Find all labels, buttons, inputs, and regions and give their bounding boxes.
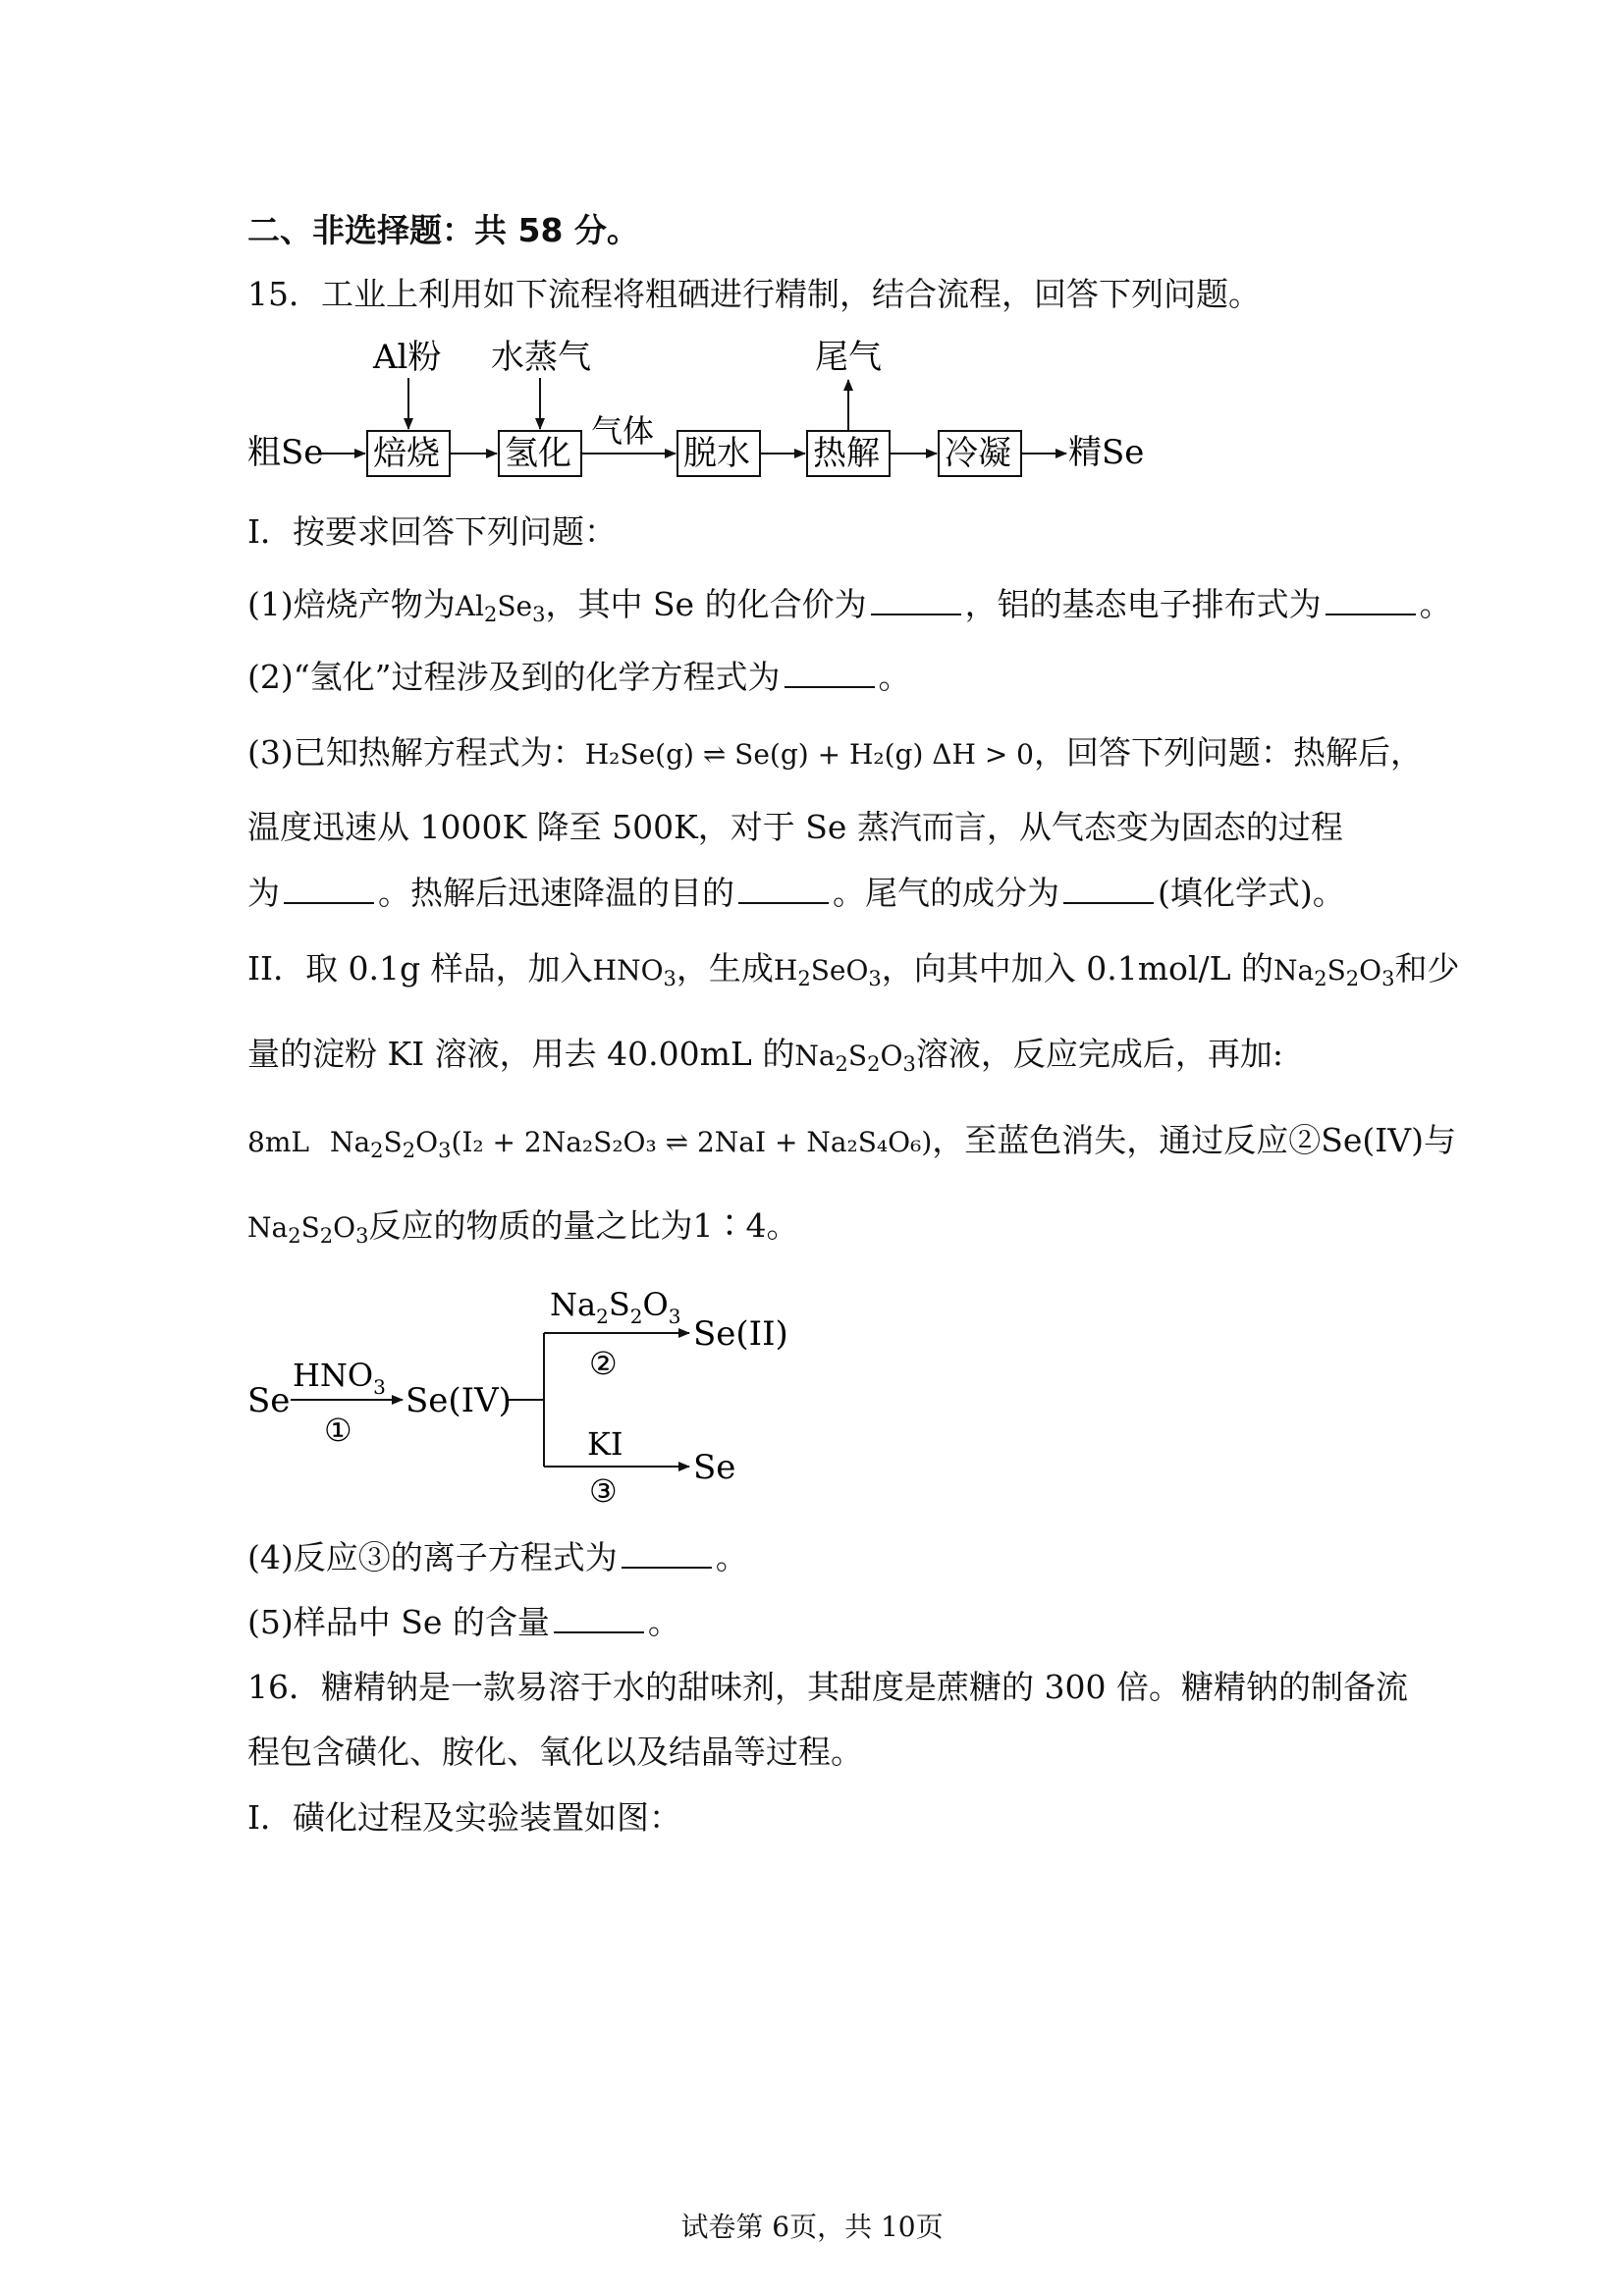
answer-blank[interactable]: [622, 1537, 712, 1569]
formula-h2seo3: $H_2SeO_3$: [773, 954, 882, 990]
q15-sub3-line2: 温度迅速从 1000K 降至 500K，对于 Se 蒸汽而言，从气态变为固态的过程: [247, 808, 1343, 846]
part1-heading: I．按要求回答下列问题：: [247, 512, 618, 551]
answer-blank[interactable]: [554, 1602, 644, 1633]
scheme-step1: ①: [324, 1412, 352, 1449]
part2-text-c: ，向其中加入 0.1mol/L 的: [881, 949, 1274, 988]
q1-text-c: ，铝的基态电子排布式为: [964, 585, 1322, 623]
scheme-start: Se: [247, 1381, 291, 1420]
flow-step-dehydrate-label: 脱水: [683, 434, 750, 473]
part2-line2-b: 溶液，反应完成后，再加:: [915, 1035, 1283, 1073]
answer-blank[interactable]: [1063, 873, 1154, 904]
flow-input: 粗Se: [247, 433, 324, 472]
q1-end: 。: [1419, 585, 1452, 623]
q3-equation: H₂Se(g) ⇌ Se(g) + H₂(g) ΔH > 0: [584, 738, 1034, 771]
flow-tail-gas: 尾气: [815, 339, 882, 377]
q3-line3-c: 。尾气的成分为: [833, 874, 1059, 912]
q15-stem: 15．工业上利用如下流程将粗硒进行精制，结合流程，回答下列问题。: [247, 275, 1261, 313]
flow-step-condense-label: 冷凝: [945, 434, 1011, 473]
formula-na2s2o3: $Na_2S_2O_3$: [794, 1040, 916, 1076]
q3-line3-b: 。热解后迅速降温的目的: [378, 874, 734, 912]
q4-text: (4)反应③的离子方程式为: [247, 1538, 618, 1576]
q16-line2: 程包含磺化、胺化、氧化以及结晶等过程。: [247, 1733, 863, 1771]
q3-text-a: (3)已知热解方程式为：: [247, 733, 585, 772]
q3-line3-d: (填化学式)。: [1158, 874, 1345, 912]
scheme-reagent1: $HNO_3$: [293, 1357, 386, 1399]
formula-na2s2o3: $Na_2S_2O_3$: [329, 1126, 452, 1162]
q1-formula: $Al_2Se_3$: [455, 590, 546, 626]
flow-output: 精Se: [1068, 433, 1145, 472]
scheme-product3: Se: [693, 1448, 736, 1487]
q16-part1: I．磺化过程及实验装置如图：: [247, 1798, 682, 1837]
part2-volume: 8mL: [247, 1126, 309, 1158]
flow-step-roast-label: 焙烧: [373, 434, 440, 473]
answer-blank[interactable]: [785, 657, 875, 688]
part2-line4-b: 反应的物质的量之比为1∶4。: [368, 1206, 799, 1245]
answer-blank[interactable]: [284, 873, 374, 904]
flow-step-hydrogenate-label: 氢化: [505, 434, 571, 473]
q15-sub1: [247, 583, 1452, 628]
q1-text-b: ，其中 Se 的化合价为: [545, 585, 867, 623]
part2-line1: [247, 947, 1460, 992]
scheme-reagent3: KI: [587, 1425, 623, 1463]
q4-end: 。: [715, 1538, 748, 1576]
answer-blank[interactable]: [871, 584, 961, 615]
scheme-product2: Se(II): [693, 1314, 788, 1354]
q15-sub3-line1: [247, 731, 1423, 776]
answer-blank[interactable]: [1326, 584, 1416, 615]
q15-sub4: [247, 1536, 748, 1579]
part2-line2: [247, 1033, 1283, 1078]
reaction-scheme: [245, 1276, 835, 1512]
flow-reagent-al: Al粉: [373, 339, 442, 377]
flow-gas-label: 气体: [591, 412, 655, 450]
answer-blank[interactable]: [738, 873, 829, 904]
section-heading: 二、非选择题：共 58 分。: [247, 211, 639, 249]
q3-line3-a: 为: [247, 874, 280, 912]
q2-end: 。: [878, 658, 911, 696]
part2-line2-a: 量的淀粉 KI 溶液，用去 40.00mL 的: [247, 1035, 795, 1073]
part2-text-a: II．取 0.1g 样品，加入: [247, 949, 593, 988]
scheme-intermediate: Se(IV): [406, 1381, 512, 1420]
part2-equation: (I₂ + 2Na₂S₂O₃ ⇌ 2NaI + Na₂S₄O₆): [451, 1126, 933, 1158]
part2-text-d: 和少: [1394, 949, 1460, 988]
q16-line1: 16．糖精钠是一款易溶于水的甜味剂，其甜度是蔗糖的 300 倍。糖精钠的制备流: [247, 1668, 1408, 1706]
part2-line3-b: ，至蓝色消失，通过反应②Se(IV)与: [932, 1121, 1457, 1159]
part2-text-b: ，生成: [676, 949, 774, 988]
scheme-reagent2: $Na_2S_2O_3$: [550, 1286, 681, 1328]
flow-reagent-steam: 水蒸气: [491, 339, 591, 377]
formula-na2s2o3: $Na_2S_2O_3$: [1273, 954, 1395, 990]
part2-line3: [247, 1119, 1456, 1164]
scheme-step2: ②: [589, 1345, 618, 1382]
q3-text-b: ，回答下列问题：热解后，: [1034, 733, 1423, 772]
q15-flow-diagram: [245, 339, 1188, 486]
q2-text: (2)“氢化”过程涉及到的化学方程式为: [247, 658, 781, 696]
part2-line4: [247, 1204, 798, 1250]
flow-step-pyrolysis-label: 热解: [813, 434, 880, 473]
q5-end: 。: [647, 1603, 680, 1641]
formula-hno3: $HNO_3$: [592, 954, 677, 990]
page-footer: 试卷第 6页，共 10页: [680, 2211, 944, 2243]
q15-sub5: [247, 1601, 680, 1644]
q15-sub3-line3: [247, 872, 1345, 915]
q1-text-a: (1)焙烧产物为: [247, 585, 456, 623]
q15-sub2: [247, 656, 911, 699]
formula-na2s2o3: $Na_2S_2O_3$: [247, 1211, 369, 1248]
scheme-step3: ③: [589, 1472, 618, 1510]
q5-text: (5)样品中 Se 的含量: [247, 1603, 550, 1641]
